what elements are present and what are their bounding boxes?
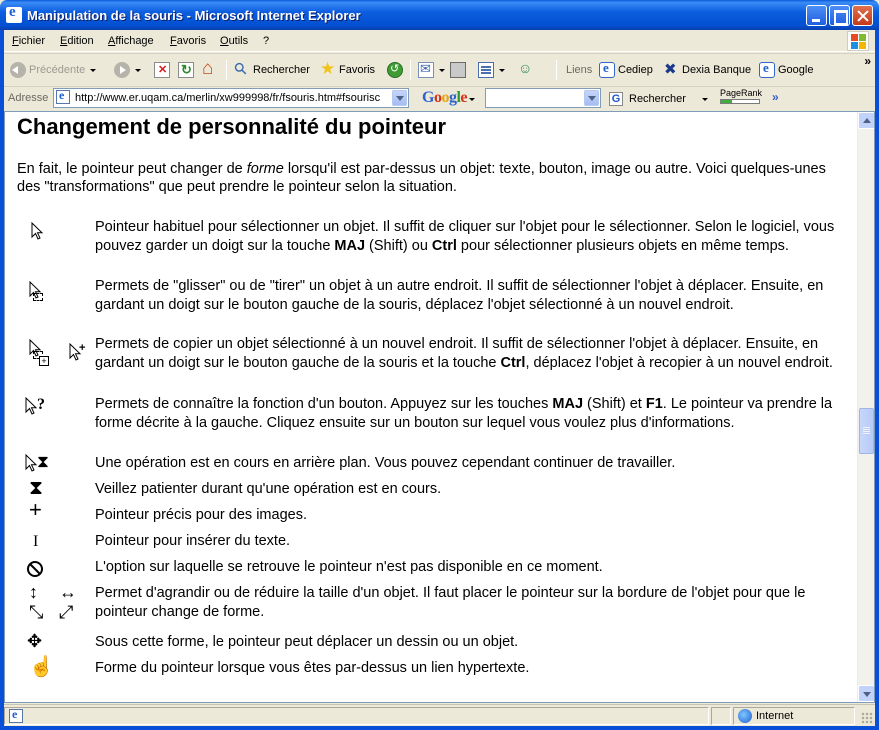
text-ibeam-cursor-icon: I [33,533,39,550]
links-bar-label[interactable] [566,59,592,81]
pointer-row [5,558,857,582]
refresh-icon [178,62,194,78]
ie-page-icon [599,62,615,78]
description-text: Sous cette forme, le pointeur peut déplacer un dessin ou un objet. [95,634,519,650]
back-button-label: Précédente [29,64,86,76]
description-text: . Le pointeur va prendre la forme décrite à la gauche. Cliquez ensuite sur un bouton sur lequel vous voulez plus d'informations. [95,396,833,431]
pagerank-indicator[interactable] [720,88,762,104]
google-search-dropdown-icon[interactable] [702,98,708,101]
toolbar-separator [226,60,227,80]
pointer-icon-cell [15,218,95,276]
title-bar[interactable] [0,0,879,30]
forward-dropdown-icon[interactable] [135,69,141,72]
pointer-description [95,480,847,499]
google-search-input[interactable] [485,88,601,108]
description-text: Pointeur pour insérer du texte. [95,533,291,549]
copy-arrow-cursor-icon: + [69,343,99,367]
standard-toolbar [4,53,875,85]
pointer-row [5,335,857,393]
hourglass-cursor-icon: ⧗ [29,477,44,499]
description-text: Permets de connaître la fonction d'un bouton. Appuyez sur les touches [95,396,553,412]
copy-drag-cursor-icon: + [29,339,59,363]
search-button-label: Rechercher [253,64,310,76]
pointer-description [95,395,847,432]
description-text: L'option sur laquelle se retrouve le pointeur n'est pas disponible en ce moment. [95,559,603,575]
drag-cursor-icon [29,281,59,305]
links-label: Liens [566,64,593,76]
arrow-cursor-icon [31,222,61,246]
stop-icon [154,62,170,78]
intro-emphasis: forme [246,161,284,177]
pointer-row [5,584,857,630]
description-text: Pointeur habituel pour sélectionner un objet. Il suffit de cliquer sur l'objet pour le sélectionner. Selon le logiciel, vous pouvez garder un doigt sur la touche [95,219,835,254]
toolbar-separator [556,60,557,80]
menu-affichage[interactable]: Affichage [108,35,154,47]
minimize-button[interactable] [806,5,827,26]
toolbar-separator [410,60,411,80]
description-text: Permets de copier un objet sélectionné à un nouvel endroit. Il suffit de sélectionner l'objet à déplacer. Ensuite, en gardant un doigt sur le bouton gauche de la souris et la touche [95,336,819,371]
key-name: MAJ [552,396,584,412]
google-search-dropdown-button[interactable] [584,90,599,106]
pagerank-bar [720,99,760,104]
print-icon [450,62,466,78]
forward-arrow-icon [114,62,130,78]
refresh-button[interactable] [178,59,194,81]
key-name: F1 [645,396,663,412]
menu-outils[interactable]: Outils [220,35,249,47]
google-search-button-label: Rechercher [629,93,686,105]
description-text: Permet d'agrandir ou de réduire la taille d'un objet. Il faut placer le pointeur sur la bordure de l'objet pour que le pointeur change de forme. [95,585,806,620]
address-bar [4,86,875,110]
description-text: (Shift) ou [365,237,432,254]
description-text: Une opération est en cours en arrière plan. Vous pouvez cependant continuer de travailler. [95,455,676,471]
mail-dropdown-icon[interactable] [439,69,445,72]
pointer-description [95,277,847,314]
back-button[interactable] [10,59,96,81]
resize-vertical-cursor-icon: ↕ [29,582,38,602]
page-loaded-icon [9,709,23,723]
description-text: , déplacez l'objet à recopier à un nouvel endroit. [525,354,833,371]
home-button[interactable] [202,59,218,81]
pointer-icon-cell [15,633,95,657]
search-button[interactable] [234,59,310,81]
pointer-icon-cell [15,335,95,393]
google-g-icon: G [609,92,623,106]
pagerank-label: PageRank [720,88,763,98]
pointer-icon-cell [15,395,95,451]
mail-button[interactable] [418,59,445,81]
link-cediep[interactable] [599,59,653,81]
pointer-icon-cell [15,477,95,504]
resize-horizontal-cursor-icon: ↔ [59,582,77,602]
pointer-icon-cell [15,454,95,478]
address-label: Adresse [8,92,49,104]
address-url[interactable]: http://www.er.uqam.ca/merlin/xw999998/fr/fsouris.htm#fsourisc [75,92,381,104]
security-zone-label: Internet [756,710,794,722]
resize-grip[interactable] [861,712,873,724]
pointer-icon-cell [15,532,95,556]
pointer-icon-cell [15,277,95,333]
pointer-row [5,656,857,683]
menu-bar [4,30,875,52]
pointer-icon-cell [15,656,95,683]
google-search-button[interactable] [609,92,708,106]
description-text: Veillez patienter durant qu'une opération est en cours. [95,481,442,497]
link-dexia-label: Dexia Banque [682,64,752,76]
maximize-button[interactable] [829,5,850,26]
working-in-background-cursor-icon: ⧗ [25,454,55,478]
web-page-content [5,112,857,702]
scroll-up-button[interactable] [858,112,875,129]
description-text: (Shift) et [583,396,646,412]
pointer-icon-cell [15,497,95,530]
favorites-button-label: Favoris [339,64,376,76]
pointer-row [5,532,857,556]
pointer-description [95,506,847,525]
internet-explorer-icon[interactable] [6,7,22,23]
security-zone[interactable] [733,707,855,725]
google-menu-dropdown-icon[interactable] [469,98,475,101]
history-icon [387,62,403,78]
pointer-description [95,584,847,621]
resize-diagonal-nwse-cursor-icon: ⤡ [29,602,44,622]
status-bar [4,704,875,726]
back-arrow-icon [10,62,26,78]
menu-help[interactable]: ? [263,35,270,47]
internet-zone-globe-icon [738,709,752,723]
hand-link-cursor-icon: ☝ [29,656,54,678]
messenger-button[interactable] [517,59,533,81]
resize-diagonal-nesw-cursor-icon: ⤢ [59,602,74,622]
home-icon [202,62,218,78]
pointer-row [5,454,857,478]
ie-page-icon [759,62,775,78]
key-name: MAJ [334,237,366,254]
pointer-row [5,633,857,657]
close-button[interactable] [852,5,873,26]
key-name: Ctrl [500,354,526,371]
pointer-icon-cell [15,584,95,630]
description-text: pour sélectionner plusieurs objets en même temps. [456,237,789,254]
intro-text-part: En fait, le pointeur peut changer de [17,161,247,177]
print-button[interactable] [450,59,466,81]
forward-button[interactable] [114,59,141,81]
pointer-row [5,477,857,504]
scroll-thumb[interactable] [859,408,874,454]
pointer-description [95,218,847,255]
address-dropdown-button[interactable] [392,90,407,106]
messenger-icon [517,62,533,78]
description-text: Forme du pointeur lorsque vous êtes par-dessus un lien hypertexte. [95,660,530,676]
link-cediep-label: Cediep [618,64,653,76]
menu-favoris[interactable]: Favoris [170,35,207,47]
page-title: Changement de personnalité du pointeur [17,114,447,139]
status-cell [711,707,731,725]
edit-button[interactable] [478,59,505,81]
pointer-description [95,659,847,678]
google-toolbar-more-chevron-icon[interactable]: » [772,90,779,104]
mail-icon [418,62,434,78]
menu-edition[interactable]: Edition [60,35,94,47]
scroll-down-button[interactable] [858,685,875,702]
intro-text-part: lorsqu'il est par-dessus un objet: texte, bouton, image ou autre. Voici quelques-unes des "transformations" que peut prendre le pointeur selon la situation. [17,161,826,195]
windows-logo-icon [847,31,869,51]
more-links-chevron-icon[interactable]: » [864,54,871,68]
pointer-description [95,558,847,577]
move-cursor-icon: ✥ [27,631,43,651]
pointer-description [95,454,847,473]
edit-page-icon [478,62,494,78]
dexia-icon [663,62,679,78]
menu-fichier[interactable]: Fichier [12,35,46,47]
address-input[interactable] [53,88,409,108]
window-frame-right [875,30,879,730]
back-dropdown-icon[interactable] [90,69,96,72]
crosshair-cursor-icon: + [29,497,42,522]
page-viewport[interactable] [4,111,875,703]
favorites-star-icon [320,62,336,78]
link-google[interactable] [759,59,813,81]
google-toolbar-logo[interactable]: G o o g l e [422,89,475,107]
unavailable-cursor-icon [26,560,44,582]
pointer-row [5,395,857,451]
pointer-description [95,532,847,551]
history-button[interactable] [387,59,403,81]
pointer-row [5,218,857,276]
pointer-row [5,497,857,530]
page-icon [56,90,70,104]
pointer-row [5,277,857,333]
pagerank-bar-fill [721,100,732,103]
pointer-description [95,633,847,652]
window-title: Manipulation de la souris - Microsoft Internet Explorer [27,8,361,23]
stop-button[interactable] [154,59,170,81]
description-text: Permets de "glisser" ou de "tirer" un objet à un autre endroit. Il suffit de sélectionner l'objet à déplacer. Ensuite, en gardant un doigt sur le bouton gauche de la souris, déplacez l'objet sélectionné à un nouvel endroit. [95,278,824,313]
pointer-description [95,335,847,372]
intro-paragraph [17,160,847,196]
status-text-cell [4,707,709,725]
search-icon [234,62,250,78]
favorites-button[interactable] [320,59,375,81]
key-name: Ctrl [431,237,457,254]
vertical-scrollbar[interactable] [857,112,874,702]
window-frame-bottom [0,726,879,730]
edit-dropdown-icon[interactable] [499,69,505,72]
link-google-label: Google [778,64,814,76]
link-dexia-banque[interactable] [663,59,751,81]
help-cursor-icon: ? [25,397,55,421]
pointer-icon-cell [15,558,95,582]
description-text: Pointeur précis pour des images. [95,507,307,523]
